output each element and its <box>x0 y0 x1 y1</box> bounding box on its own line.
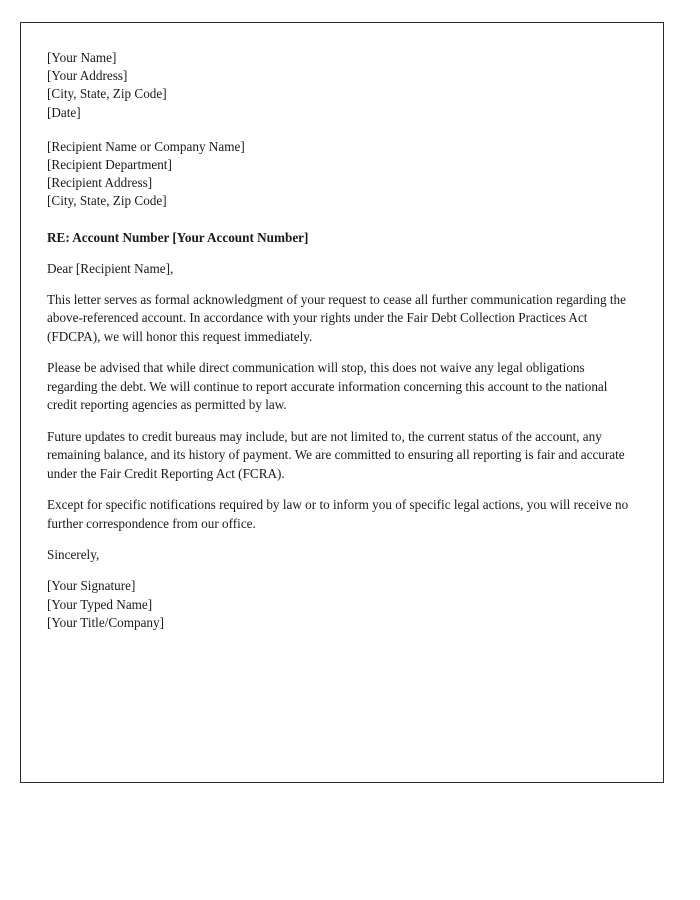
body-paragraph-3: Future updates to credit bureaus may include, but are not limited to, the current status of the account, any remaining balance, and its history of payment. We are committed to ensuring all reporting is fair and accurate under the Fair Credit Reporting Act (FCRA). <box>47 428 625 481</box>
typed-name-line: [Your Typed Name] <box>47 596 153 612</box>
closing-line: Sincerely, <box>47 547 100 563</box>
body-paragraph-2: Please be advised that while direct communication will stop, this does not waive any legal obligations regarding the debt. We will continue to report accurate information concerning this account to the national credit reporting agencies as permitted by law. <box>47 360 608 413</box>
sender-date-line: [Date] <box>47 104 81 120</box>
title-company-line: [Your Title/Company] <box>47 614 165 630</box>
recipient-address-block <box>47 138 629 211</box>
sender-address-line: [Your Address] <box>47 68 128 84</box>
recipient-city-state-zip-line: [City, State, Zip Code] <box>47 193 167 209</box>
body-paragraph-1: This letter serves as formal acknowledgment of your request to cease all further communication regarding the above-referenced account. In accordance with your rights under the Fair Debt Collection Practices Act (FDCPA), we will honor this request immediately. <box>47 292 626 344</box>
letter-page <box>20 22 664 783</box>
sender-name-line: [Your Name] <box>47 50 117 65</box>
signature-block <box>47 577 629 632</box>
recipient-address-line: [Recipient Address] <box>47 175 153 191</box>
letter-body <box>21 23 663 632</box>
salutation: Dear [Recipient Name], <box>47 260 174 276</box>
recipient-name-line: [Recipient Name or Company Name] <box>47 138 245 154</box>
sender-city-state-zip-line: [City, State, Zip Code] <box>47 86 167 102</box>
body-paragraph-4: Except for specific notifications required by law or to inform you of specific legal actions, you will receive no further correspondence from our office. <box>47 497 629 531</box>
signature-line: [Your Signature] <box>47 578 136 594</box>
sender-address-block <box>47 49 629 122</box>
recipient-department-line: [Recipient Department] <box>47 157 172 173</box>
subject-line: RE: Account Number [Your Account Number] <box>47 229 309 245</box>
